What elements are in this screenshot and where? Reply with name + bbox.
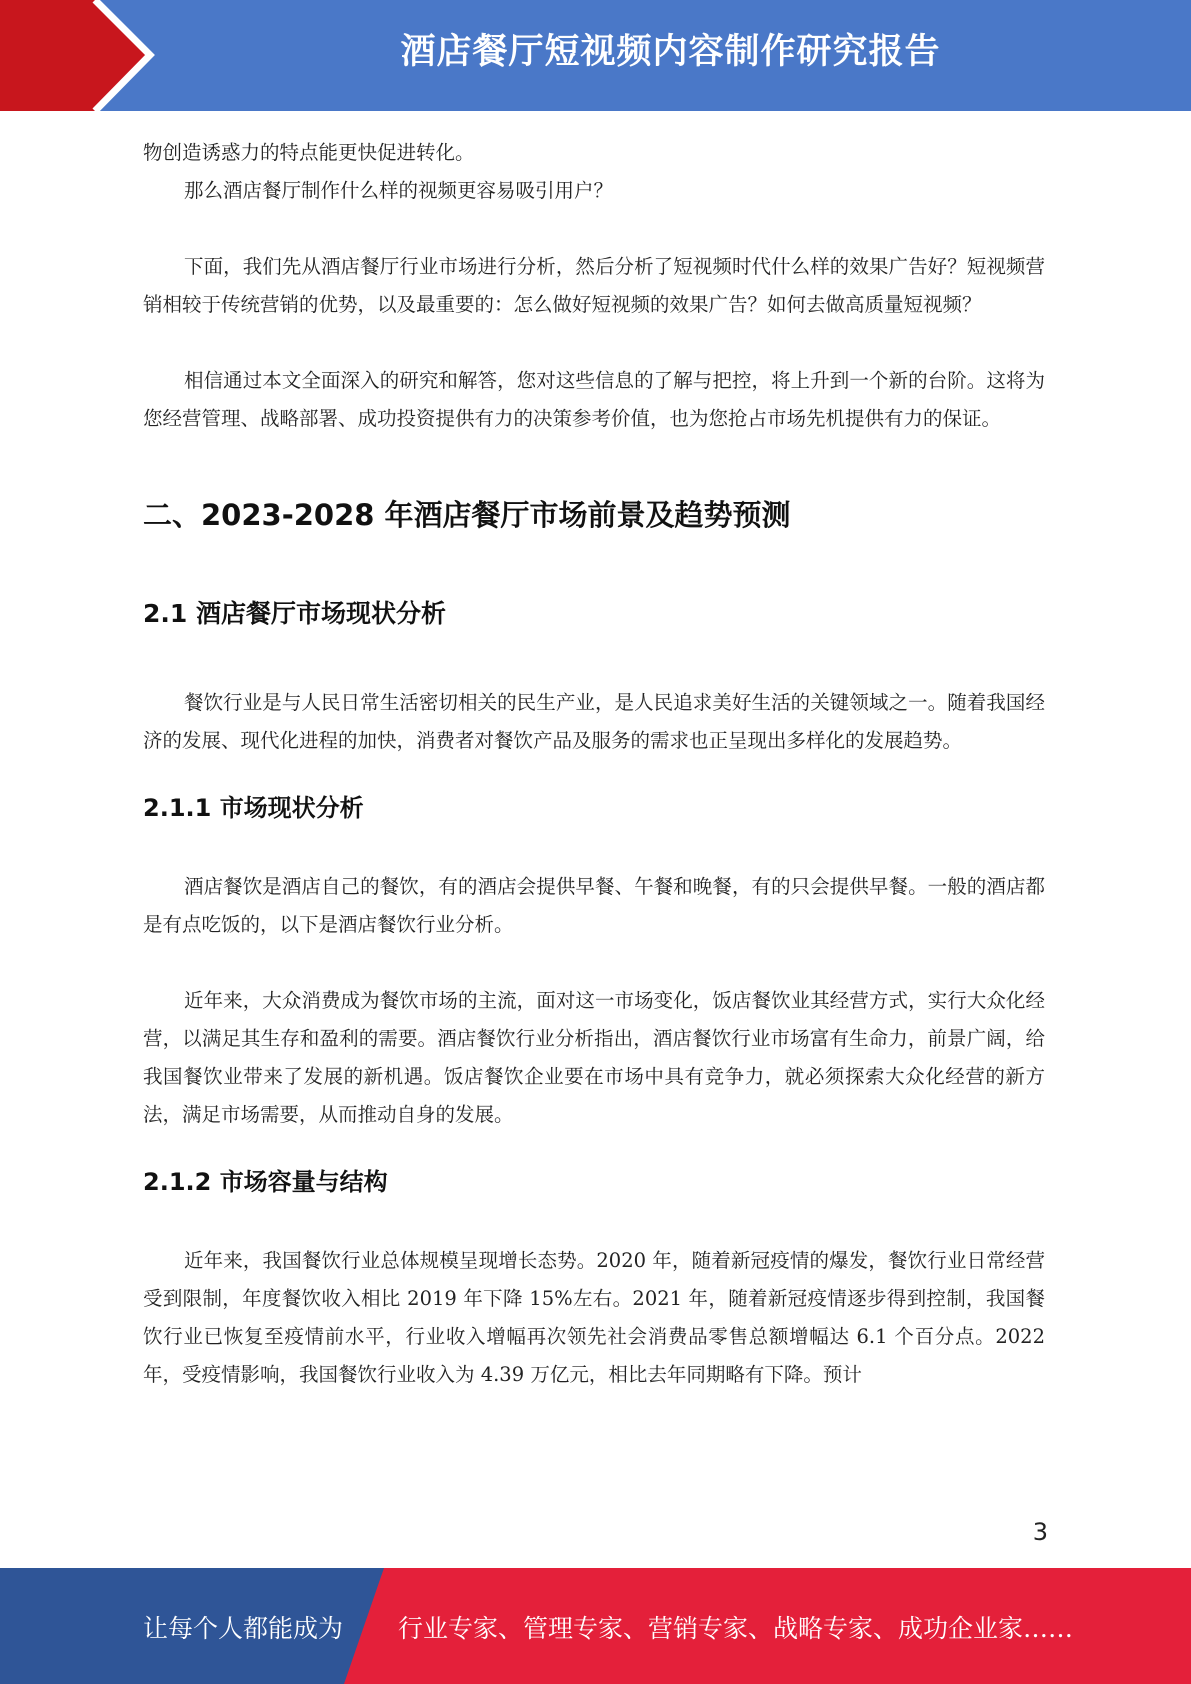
subsection-heading-2-1-1: 2.1.1 市场现状分析: [143, 794, 364, 822]
paragraph-question: 那么酒店餐厅制作什么样的视频更容易吸引用户？: [184, 179, 614, 202]
page-number: 3: [1032, 1518, 1048, 1546]
paragraph-continuation: 物创造诱惑力的特点能更快促进转化。: [143, 141, 475, 164]
paragraph-value-statement: 相信通过本文全面深入的研究和解答，您对这些信息的了解与把控，将上升到一个新的台阶。这将为您经营管理、战略部署、成功投资提供有力的决策参考价值，也为您抢占市场先机提供有力的保证。: [143, 369, 1045, 430]
paragraph-2-1: 餐饮行业是与人民日常生活密切相关的民生产业，是人民追求美好生活的关键领域之一。随着我国经济的发展、现代化进程的加快，消费者对餐饮产品及服务的需求也正呈现出多样化的发展趋势。: [143, 691, 1045, 752]
footer-slogan-left: 让每个人都能成为: [143, 1614, 344, 1643]
page-header: [0, 0, 1191, 111]
footer-slogan-right: 行业专家、管理专家、营销专家、战略专家、成功企业家……: [398, 1614, 1074, 1643]
document-body: [143, 134, 1045, 1394]
subsection-heading-2-1: 2.1 酒店餐厅市场现状分析: [143, 599, 446, 628]
section-heading-2: 二、2023-2028 年酒店餐厅市场前景及趋势预测: [143, 498, 791, 532]
page-footer: [0, 1568, 1191, 1684]
paragraph-2-1-1-b: 近年来，大众消费成为餐饮市场的主流，面对这一市场变化，饭店餐饮业其经营方式，实行大众化经营，以满足其生存和盈利的需要。酒店餐饮行业分析指出，酒店餐饮行业市场富有生命力，前景广阔，给我国餐饮业带来了发展的新机遇。饭店餐饮企业要在市场中具有竞争力，就必须探索大众化经营的新方法，满足市场需要，从而推动自身的发展。: [143, 989, 1045, 1126]
report-title: 酒店餐厅短视频内容制作研究报告: [400, 32, 941, 72]
paragraph-2-1-1-a: 酒店餐饮是酒店自己的餐饮，有的酒店会提供早餐、午餐和晚餐，有的只会提供早餐。一般的酒店都是有点吃饭的，以下是酒店餐饮行业分析。: [143, 875, 1045, 936]
paragraph-2-1-2: 近年来，我国餐饮行业总体规模呈现增长态势。2020 年，随着新冠疫情的爆发，餐饮行业日常经营受到限制，年度餐饮收入相比 2019 年下降 15%左右。2021 年，随着新冠疫情逐步得到控制，我国餐饮行业已恢复至疫情前水平，行业收入增幅再次领先社会消费品零售总额增幅达 6.1 个百分点。2022 年，受疫情影响，我国餐饮行业收入为 4.39 万亿元，相比去年同期略有下降。预计: [143, 1249, 1045, 1386]
paragraph-analysis-intro: 下面，我们先从酒店餐厅行业市场进行分析，然后分析了短视频时代什么样的效果广告好？短视频营销相较于传统营销的优势，以及最重要的：怎么做好短视频的效果广告？如何去做高质量短视频？: [143, 255, 1045, 316]
subsection-heading-2-1-2: 2.1.2 市场容量与结构: [143, 1168, 388, 1196]
